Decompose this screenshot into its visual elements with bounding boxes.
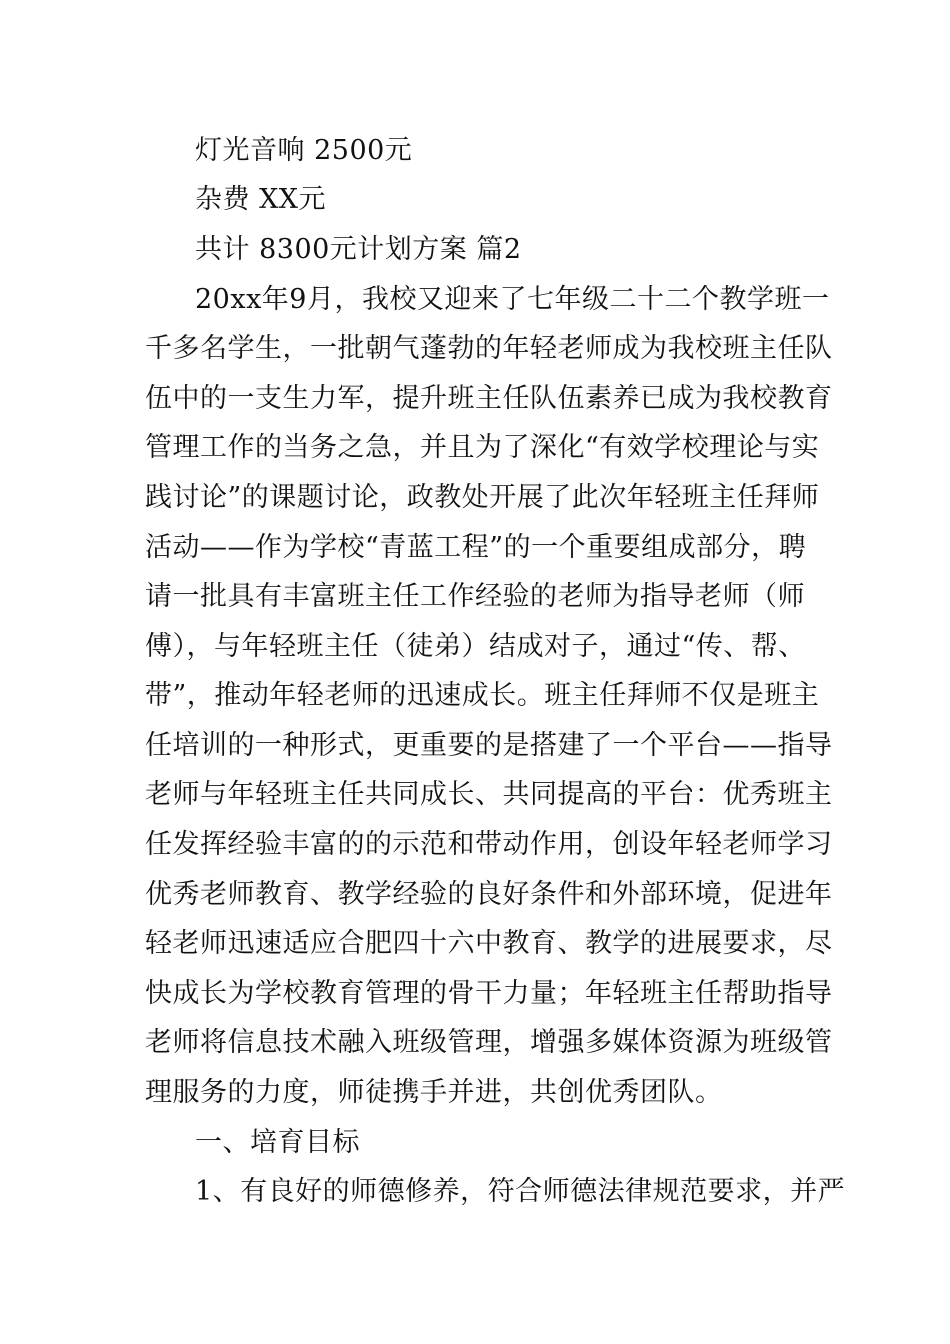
paragraph-line: 伍中的一支生力军，提升班主任队伍素养已成为我校教育 bbox=[145, 383, 833, 414]
paragraph-line: 轻老师迅速适应合肥四十六中教育、教学的进展要求，尽 bbox=[145, 928, 833, 959]
paragraph-line: 老师与年轻班主任共同成长、共同提高的平台：优秀班主 bbox=[145, 779, 833, 810]
paragraph-line: 践讨论”的课题讨论，政教处开展了此次年轻班主任拜师 bbox=[145, 482, 820, 513]
paragraph-line: 20xx年9月，我校又迎来了七年级二十二个教学班一 bbox=[195, 284, 830, 315]
budget-line-total: 共计 8300元计划方案 篇2 bbox=[195, 234, 522, 265]
paragraph-line: 任发挥经验丰富的的示范和带动作用，创设年轻老师学习 bbox=[145, 829, 833, 860]
paragraph-line: 傅），与年轻班主任（徒弟）结成对子，通过“传、帮、 bbox=[145, 631, 806, 662]
paragraph-line: 带”，推动年轻老师的迅速成长。班主任拜师不仅是班主 bbox=[145, 680, 820, 711]
paragraph-line: 管理工作的当务之急，并且为了深化“有效学校理论与实 bbox=[145, 432, 820, 463]
paragraph-line: 活动——作为学校“青蓝工程”的一个重要组成部分，聘 bbox=[145, 532, 807, 563]
paragraph-line: 理服务的力度，师徒携手并进，共创优秀团队。 bbox=[145, 1077, 723, 1108]
budget-line-misc: 杂费 XX元 bbox=[195, 184, 327, 215]
paragraph-line: 千多名学生，一批朝气蓬勃的年轻老师成为我校班主任队 bbox=[145, 333, 833, 364]
paragraph-line: 请一批具有丰富班主任工作经验的老师为指导老师（师 bbox=[145, 581, 805, 612]
paragraph-line: 快成长为学校教育管理的骨干力量；年轻班主任帮助指导 bbox=[145, 978, 833, 1009]
paragraph-line: 任培训的一种形式，更重要的是搭建了一个平台——指导 bbox=[145, 730, 833, 761]
section-heading: 一、培育目标 bbox=[195, 1127, 360, 1158]
budget-line-lighting: 灯光音响 2500元 bbox=[195, 135, 413, 166]
list-item: 1、有良好的师德修养，符合师德法律规范要求，并严 bbox=[195, 1176, 846, 1207]
paragraph-line: 优秀老师教育、教学经验的良好条件和外部环境，促进年 bbox=[145, 879, 833, 910]
paragraph-line: 老师将信息技术融入班级管理，增强多媒体资源为班级管 bbox=[145, 1027, 833, 1058]
